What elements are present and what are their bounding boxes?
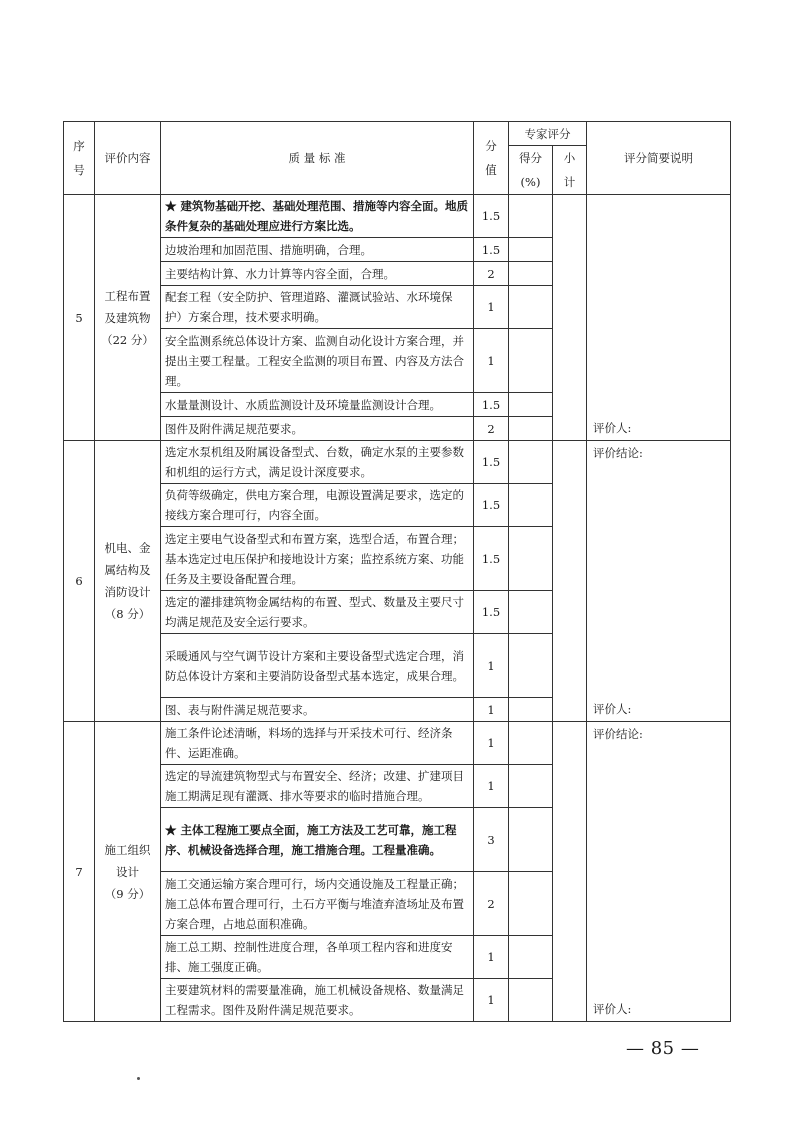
score-got-cell[interactable] xyxy=(509,936,553,979)
subtotal-cell[interactable] xyxy=(553,195,587,441)
header-got-bottom: (%) xyxy=(520,175,541,189)
standard-text: 主要结构计算、水力计算等内容全面，合理。 xyxy=(161,262,474,286)
score-value: 1 xyxy=(474,979,509,1022)
standard-text: 配套工程（安全防护、管理道路、灌溉试验站、水环境保护）方案合理，技术要求明确。 xyxy=(161,286,474,329)
section-title-line: （8 分） xyxy=(104,607,151,621)
score-value: 1 xyxy=(474,329,509,393)
section-title xyxy=(95,441,161,722)
section-title-line: （9 分） xyxy=(104,886,151,901)
section-5 xyxy=(64,195,731,441)
standard-text: 采暖通风与空气调节设计方案和主要设备型式选定合理，消防总体设计方案和主要消防设备型式基本选定，成果合理。 xyxy=(161,634,474,698)
standard-text: 施工条件论述清晰，料场的选择与开采技术可行、经济条件、运距准确。 xyxy=(161,722,474,765)
score-got-cell[interactable] xyxy=(509,634,553,698)
section-title-line: 消防设计 xyxy=(104,585,151,599)
section-title-line: 工程布置 xyxy=(104,288,151,303)
section-title-line: 设计 xyxy=(116,864,139,879)
section-title xyxy=(95,722,161,1022)
standard-text: 安全监测系统总体设计方案、监测自动化设计方案合理，并提出主要工程量。工程安全监测的项目布置、内容及方法合理。 xyxy=(161,329,474,393)
header-score-bottom: 值 xyxy=(485,163,497,177)
header-item: 评价内容 xyxy=(95,122,161,195)
score-got-cell[interactable] xyxy=(509,286,553,329)
score-value: 2 xyxy=(474,262,509,286)
score-value: 2 xyxy=(474,417,509,441)
score-value: 3 xyxy=(474,808,509,872)
header-got-top: 得分 xyxy=(519,151,542,165)
section-title-line: 及建筑物 xyxy=(104,310,151,325)
subtotal-cell[interactable] xyxy=(553,441,587,722)
section-number: 6 xyxy=(64,441,95,722)
conclusion-label: 评价结论: xyxy=(593,727,643,741)
score-value: 1.5 xyxy=(474,591,509,634)
standard-text: 施工交通运输方案合理可行，场内交通设施及工程量正确；施工总体布置合理可行，土石方平衡与堆渣弃渣场址及布置方案合理，占地总面积准确。 xyxy=(161,872,474,936)
standard-text: 选定主要电气设备型式和布置方案，选型合适，布置合理；基本选定过电压保护和接地设计方案；监控系统方案、功能任务及主要设备配置合理。 xyxy=(161,527,474,591)
page-number: — 85 — xyxy=(626,1038,700,1059)
score-got-cell[interactable] xyxy=(509,527,553,591)
header-subtotal-bottom: 计 xyxy=(563,175,576,189)
score-value: 1.5 xyxy=(474,195,509,238)
score-value: 1 xyxy=(474,634,509,698)
standard-text: 选定的导流建筑物型式与布置安全、经济；改建、扩建项目施工期满足现有灌溉、排水等要求的临时措施合理。 xyxy=(161,765,474,808)
score-got-cell[interactable] xyxy=(509,979,553,1022)
table-header xyxy=(64,122,731,195)
evaluator-label: 评价人: xyxy=(593,1002,632,1016)
header-expert: 专家评分 xyxy=(509,122,587,146)
remark-cell[interactable] xyxy=(587,722,731,1022)
section-title-line: 施工组织 xyxy=(104,842,151,857)
header-no-bottom: 号 xyxy=(73,163,85,177)
score-got-cell[interactable] xyxy=(509,329,553,393)
section-number: 7 xyxy=(64,722,95,1022)
score-got-cell[interactable] xyxy=(509,698,553,722)
section-title xyxy=(95,195,161,441)
header-score xyxy=(474,122,509,195)
section-number: 5 xyxy=(64,195,95,441)
standard-text: 图件及附件满足规范要求。 xyxy=(161,417,474,441)
header-standard: 质 量 标 准 xyxy=(161,122,474,195)
scan-speck xyxy=(137,1077,140,1080)
standard-text: 水量量测设计、水质监测设计及环境量监测设计合理。 xyxy=(161,393,474,417)
evaluator-label: 评价人: xyxy=(593,421,632,435)
score-got-cell[interactable] xyxy=(509,591,553,634)
score-got-cell[interactable] xyxy=(509,441,553,484)
standard-text: 图、表与附件满足规范要求。 xyxy=(161,698,474,722)
section-6 xyxy=(64,441,731,722)
score-got-cell[interactable] xyxy=(509,393,553,417)
standard-text: ★ 主体工程施工要点全面，施工方法及工艺可靠，施工程序、机械设备选择合理，施工措施合理。工程量准确。 xyxy=(161,808,474,872)
standard-text: 施工总工期、控制性进度合理，各单项工程内容和进度安排、施工强度正确。 xyxy=(161,936,474,979)
score-value: 1 xyxy=(474,936,509,979)
header-subtotal xyxy=(553,146,587,195)
score-value: 1 xyxy=(474,722,509,765)
score-value: 1 xyxy=(474,286,509,329)
section-title-line: 机电、金 xyxy=(104,541,151,555)
standard-text: 边坡治理和加固范围、措施明确，合理。 xyxy=(161,238,474,262)
score-value: 1.5 xyxy=(474,238,509,262)
score-got-cell[interactable] xyxy=(509,722,553,765)
remark-cell[interactable] xyxy=(587,195,731,441)
score-got-cell[interactable] xyxy=(509,238,553,262)
score-got-cell[interactable] xyxy=(509,195,553,238)
header-no-top: 序 xyxy=(73,139,85,153)
standard-text: 负荷等级确定，供电方案合理，电源设置满足要求，选定的接线方案合理可行，内容全面。 xyxy=(161,484,474,527)
score-value: 1.5 xyxy=(474,527,509,591)
score-got-cell[interactable] xyxy=(509,872,553,936)
header-remark: 评分简要说明 xyxy=(587,122,731,195)
score-value: 1 xyxy=(474,765,509,808)
standard-text: 选定水泵机组及附属设备型式、台数，确定水泵的主要参数和机组的运行方式，满足设计深度要求。 xyxy=(161,441,474,484)
score-value: 1.5 xyxy=(474,393,509,417)
conclusion-label: 评价结论: xyxy=(593,446,643,460)
header-no xyxy=(64,122,95,195)
section-title-line: （22 分） xyxy=(101,332,154,347)
score-got-cell[interactable] xyxy=(509,808,553,872)
score-value: 2 xyxy=(474,872,509,936)
section-title-line: 属结构及 xyxy=(104,563,151,577)
evaluation-table xyxy=(63,121,731,1022)
subtotal-cell[interactable] xyxy=(553,722,587,1022)
standard-text: 主要建筑材料的需要量准确，施工机械设备规格、数量满足工程需求。图件及附件满足规范要求。 xyxy=(161,979,474,1022)
score-value: 1 xyxy=(474,698,509,722)
standard-text: ★ 建筑物基础开挖、基础处理范围、措施等内容全面。地质条件复杂的基础处理应进行方案比选。 xyxy=(161,195,474,238)
remark-cell[interactable] xyxy=(587,441,731,722)
score-got-cell[interactable] xyxy=(509,262,553,286)
evaluator-label: 评价人: xyxy=(593,702,632,716)
score-got-cell[interactable] xyxy=(509,765,553,808)
header-got xyxy=(509,146,553,195)
standard-text: 选定的灌排建筑物金属结构的布置、型式、数量及主要尺寸均满足规范及安全运行要求。 xyxy=(161,591,474,634)
score-value: 1.5 xyxy=(474,484,509,527)
score-value: 1.5 xyxy=(474,441,509,484)
section-7 xyxy=(64,722,731,1022)
header-score-top: 分 xyxy=(485,139,497,153)
score-got-cell[interactable] xyxy=(509,484,553,527)
score-got-cell[interactable] xyxy=(509,417,553,441)
header-subtotal-top: 小 xyxy=(563,151,576,165)
